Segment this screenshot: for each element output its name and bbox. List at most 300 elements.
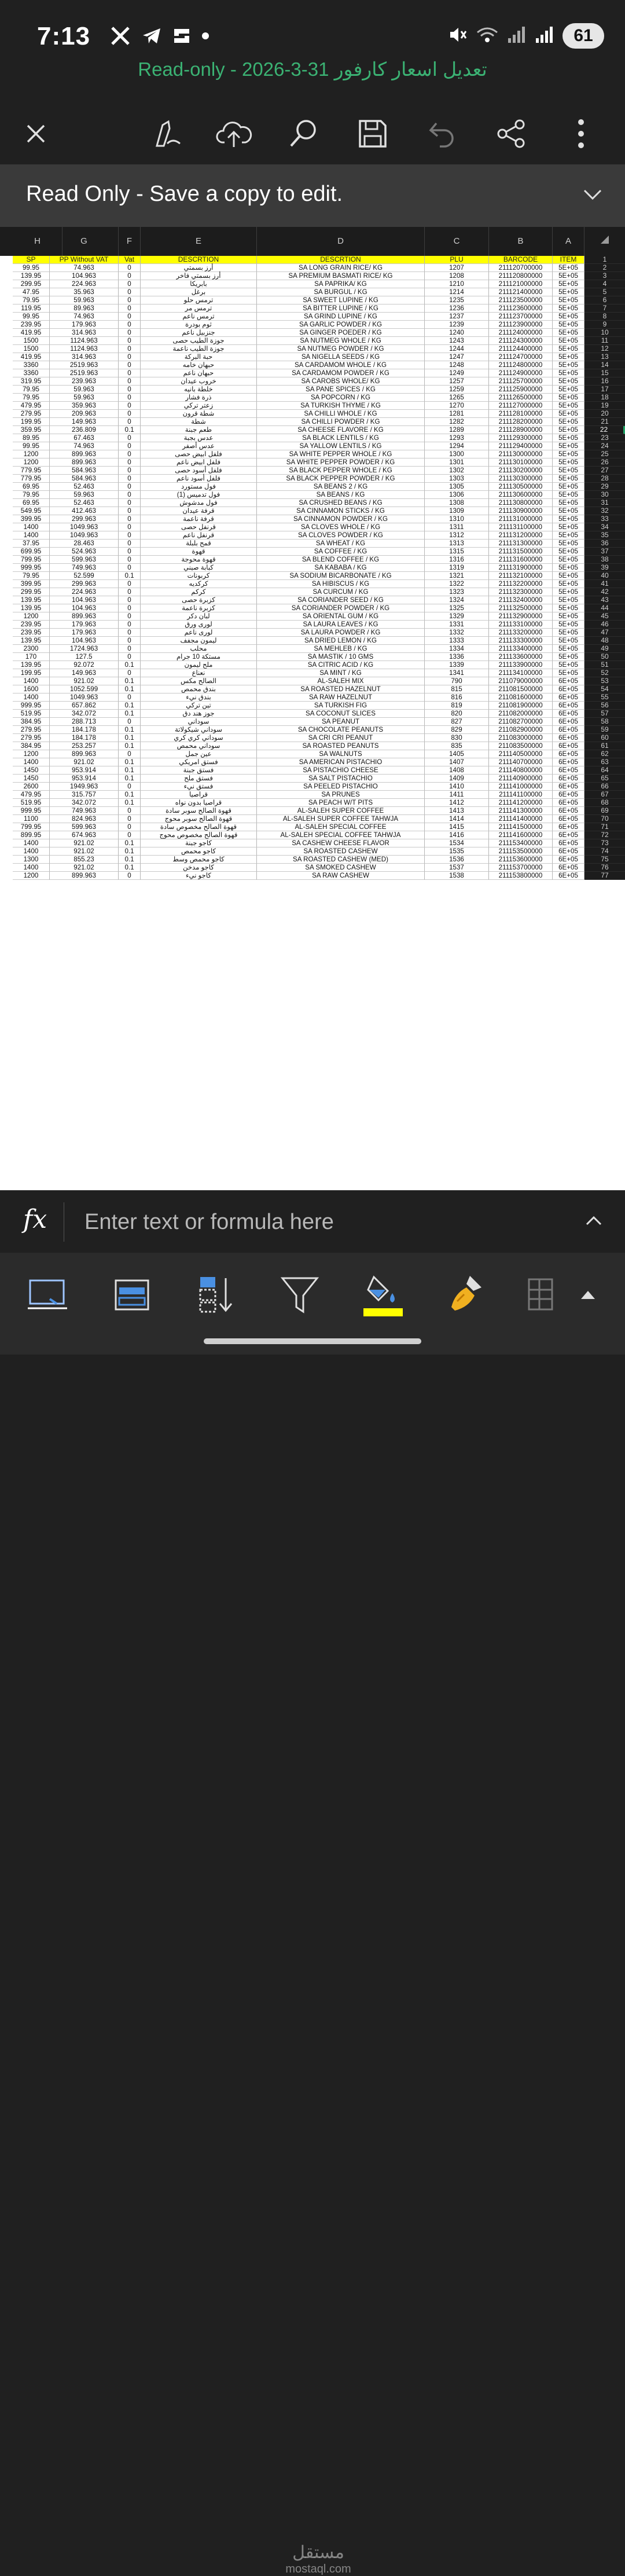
cell-description-ar[interactable]: جوزة الطيب حصى xyxy=(141,337,257,345)
cell-plu[interactable]: 1412 xyxy=(425,799,489,807)
select-all-corner[interactable] xyxy=(584,227,625,256)
cell-sp[interactable]: 99.95 xyxy=(13,313,50,321)
cell-item[interactable]: 6E+05 xyxy=(553,864,584,872)
cell-vat[interactable]: 0 xyxy=(119,750,141,758)
table-row[interactable] xyxy=(0,580,625,588)
cell-plu[interactable]: 1240 xyxy=(425,329,489,337)
row-number[interactable]: 14 xyxy=(584,361,625,369)
cell-sp[interactable]: 3360 xyxy=(13,361,50,369)
cell-vat[interactable]: 0 xyxy=(119,548,141,556)
cell-item[interactable]: 6E+05 xyxy=(553,831,584,839)
cell-sp[interactable]: 1200 xyxy=(13,612,50,621)
row-number[interactable]: 9 xyxy=(584,321,625,329)
cell-pp-without-vat[interactable]: 584.963 xyxy=(50,467,119,475)
cell-description-en[interactable]: SA BLACK PEPPER POWDER / KG xyxy=(257,475,425,483)
cell-plu[interactable]: 1537 xyxy=(425,864,489,872)
cell-vat[interactable]: 0 xyxy=(119,531,141,540)
table-row[interactable] xyxy=(0,604,625,612)
cell-plu[interactable]: 816 xyxy=(425,693,489,702)
row-number[interactable]: 7 xyxy=(584,304,625,313)
cell-item[interactable]: 5E+05 xyxy=(553,361,584,369)
cell-description-ar[interactable]: بندق نيء xyxy=(141,693,257,702)
cell-description-en[interactable]: SA CARDAMOM POWDER / KG xyxy=(257,369,425,377)
cell-sp[interactable]: 399.95 xyxy=(13,580,50,588)
cell-vat[interactable]: 0.1 xyxy=(119,847,141,856)
cell-item[interactable]: 5E+05 xyxy=(553,410,584,418)
cell-vat[interactable]: 0 xyxy=(119,418,141,426)
table-row[interactable] xyxy=(0,499,625,507)
header-plu[interactable]: PLU xyxy=(425,256,489,264)
cell-vat[interactable]: 0 xyxy=(119,313,141,321)
cell-pp-without-vat[interactable]: 921.02 xyxy=(50,677,119,685)
cell-description-ar[interactable]: تين تركي xyxy=(141,702,257,710)
row-number[interactable]: 58 xyxy=(584,718,625,726)
cell-vat[interactable]: 0 xyxy=(119,580,141,588)
cell-barcode[interactable]: 211141000000 xyxy=(489,783,553,791)
cell-plu[interactable]: 1405 xyxy=(425,750,489,758)
cell-vat[interactable]: 0 xyxy=(119,653,141,661)
table-row[interactable] xyxy=(0,856,625,864)
read-only-banner[interactable] xyxy=(0,164,625,227)
cell-pp-without-vat[interactable]: 899.963 xyxy=(50,872,119,880)
cell-plu[interactable]: 1409 xyxy=(425,775,489,783)
cell-pp-without-vat[interactable]: 89.963 xyxy=(50,304,119,313)
cell-vat[interactable]: 0 xyxy=(119,523,141,531)
cell-item[interactable]: 5E+05 xyxy=(553,329,584,337)
gesture-bar[interactable] xyxy=(204,1338,421,1344)
cell-sp[interactable]: 799.95 xyxy=(13,556,50,564)
table-row[interactable] xyxy=(0,702,625,710)
cell-description-en[interactable]: SA CLOVES POWDER / KG xyxy=(257,531,425,540)
cell-plu[interactable]: 1332 xyxy=(425,629,489,637)
cell-vat[interactable]: 0 xyxy=(119,280,141,288)
cell-item[interactable]: 6E+05 xyxy=(553,677,584,685)
column-header-d[interactable]: D xyxy=(257,227,425,256)
cell-sp[interactable]: 799.95 xyxy=(13,823,50,831)
cell-plu[interactable]: 1214 xyxy=(425,288,489,296)
cell-pp-without-vat[interactable]: 149.963 xyxy=(50,418,119,426)
cell-description-en[interactable]: SA YALLOW LENTILS / KG xyxy=(257,442,425,450)
cell-plu[interactable]: 1324 xyxy=(425,596,489,604)
cell-item[interactable]: 6E+05 xyxy=(553,807,584,815)
cell-vat[interactable]: 0 xyxy=(119,467,141,475)
table-row[interactable] xyxy=(0,669,625,677)
table-row[interactable] xyxy=(0,629,625,637)
row-number[interactable]: 4 xyxy=(584,280,625,288)
cell-vat[interactable]: 0 xyxy=(119,394,141,402)
cell-description-en[interactable]: SA MASTIK / 10 GMS xyxy=(257,653,425,661)
cell-description-en[interactable]: SA CAROBS WHOLE/ KG xyxy=(257,377,425,386)
row-number[interactable]: 12 xyxy=(584,345,625,353)
cell-vat[interactable]: 0 xyxy=(119,612,141,621)
cell-plu[interactable]: 830 xyxy=(425,734,489,742)
row-number[interactable]: 15 xyxy=(584,369,625,377)
cell-description-ar[interactable]: سوداني xyxy=(141,718,257,726)
column-header-b[interactable]: B xyxy=(489,227,553,256)
row-number[interactable]: 23 xyxy=(584,434,625,442)
cell-item[interactable]: 5E+05 xyxy=(553,580,584,588)
cell-sp[interactable]: 384.95 xyxy=(13,718,50,726)
cell-sp[interactable]: 239.95 xyxy=(13,321,50,329)
cell-vat[interactable]: 0 xyxy=(119,450,141,458)
cell-pp-without-vat[interactable]: 1049.963 xyxy=(50,531,119,540)
cell-description-ar[interactable]: ترمس ناعم xyxy=(141,313,257,321)
cell-item[interactable]: 5E+05 xyxy=(553,426,584,434)
formula-input[interactable] xyxy=(84,1203,559,1241)
row-number[interactable]: 74 xyxy=(584,847,625,856)
cell-pp-without-vat[interactable]: 1724.963 xyxy=(50,645,119,653)
cell-description-ar[interactable]: كاجو محمص xyxy=(141,847,257,856)
cell-description-en[interactable]: SA ROASTED HAZELNUT xyxy=(257,685,425,693)
cell-barcode[interactable]: 211123900000 xyxy=(489,321,553,329)
clear-format-icon[interactable] xyxy=(444,1271,491,1318)
cell-plu[interactable]: 1536 xyxy=(425,856,489,864)
cell-plu[interactable]: 1235 xyxy=(425,296,489,304)
cell-item[interactable]: 5E+05 xyxy=(553,483,584,491)
table-row[interactable] xyxy=(0,434,625,442)
cell-item[interactable]: 5E+05 xyxy=(553,661,584,669)
row-number[interactable]: 77 xyxy=(584,872,625,880)
row-number[interactable]: 27 xyxy=(584,467,625,475)
cell-item[interactable]: 5E+05 xyxy=(553,394,584,402)
cell-description-en[interactable]: SA CITRIC ACID / KG xyxy=(257,661,425,669)
table-row[interactable] xyxy=(0,572,625,580)
table-row[interactable] xyxy=(0,588,625,596)
row-number[interactable]: 11 xyxy=(584,337,625,345)
cell-barcode[interactable]: 211153600000 xyxy=(489,856,553,864)
cell-description-en[interactable]: SA GRIND LUPINE / KG xyxy=(257,313,425,321)
cell-plu[interactable]: 1334 xyxy=(425,645,489,653)
cell-description-en[interactable]: SA CARDAMOM WHOLE / KG xyxy=(257,361,425,369)
cell-description-ar[interactable]: عدس بجبة xyxy=(141,434,257,442)
cell-sp[interactable]: 1400 xyxy=(13,693,50,702)
cell-sp[interactable]: 99.95 xyxy=(13,264,50,272)
cell-sp[interactable]: 1500 xyxy=(13,337,50,345)
cell-vat[interactable]: 0.1 xyxy=(119,572,141,580)
row-number[interactable]: 76 xyxy=(584,864,625,872)
cell-description-en[interactable]: SA MINT / KG xyxy=(257,669,425,677)
cell-plu[interactable]: 815 xyxy=(425,685,489,693)
cell-description-en[interactable]: SA COCONUT SLICES xyxy=(257,710,425,718)
cell-description-en[interactable]: SA TURKISH THYME / KG xyxy=(257,402,425,410)
cell-item[interactable]: 5E+05 xyxy=(553,621,584,629)
cell-description-ar[interactable]: كزبرة ناعمة xyxy=(141,604,257,612)
cell-pp-without-vat[interactable]: 184.178 xyxy=(50,726,119,734)
cell-item[interactable]: 5E+05 xyxy=(553,467,584,475)
pen-icon[interactable] xyxy=(146,113,188,155)
cell-barcode[interactable]: 211133900000 xyxy=(489,661,553,669)
table-row[interactable] xyxy=(0,807,625,815)
cell-pp-without-vat[interactable]: 239.963 xyxy=(50,377,119,386)
cell-pp-without-vat[interactable]: 1124.963 xyxy=(50,345,119,353)
cell-pp-without-vat[interactable]: 674.963 xyxy=(50,831,119,839)
cell-pp-without-vat[interactable]: 921.02 xyxy=(50,847,119,856)
cell-description-ar[interactable]: كاجو مدخن xyxy=(141,864,257,872)
cell-vat[interactable]: 0.1 xyxy=(119,791,141,799)
cell-vat[interactable]: 0.1 xyxy=(119,426,141,434)
row-number[interactable]: 24 xyxy=(584,442,625,450)
table-row[interactable] xyxy=(0,775,625,783)
cell-barcode[interactable]: 211131200000 xyxy=(489,531,553,540)
cell-plu[interactable]: 1413 xyxy=(425,807,489,815)
row-number[interactable]: 30 xyxy=(584,491,625,499)
table-row[interactable] xyxy=(0,467,625,475)
cell-description-en[interactable]: SA CHOCOLATE PEANUTS xyxy=(257,726,425,734)
cell-pp-without-vat[interactable]: 52.463 xyxy=(50,499,119,507)
cell-sp[interactable]: 69.95 xyxy=(13,499,50,507)
cell-sp[interactable]: 119.95 xyxy=(13,304,50,313)
cell-sp[interactable]: 1400 xyxy=(13,864,50,872)
cell-barcode[interactable]: 211130800000 xyxy=(489,499,553,507)
cell-barcode[interactable]: 211130000000 xyxy=(489,450,553,458)
cell-barcode[interactable]: 211083000000 xyxy=(489,734,553,742)
cell-description-ar[interactable]: كبابة صيني xyxy=(141,564,257,572)
cell-barcode[interactable]: 211123600000 xyxy=(489,304,553,313)
cell-description-ar[interactable]: فستق جبنة xyxy=(141,766,257,775)
cell-vat[interactable]: 0 xyxy=(119,596,141,604)
cell-pp-without-vat[interactable]: 104.963 xyxy=(50,604,119,612)
cell-description-ar[interactable]: فستق ملح xyxy=(141,775,257,783)
cell-sp[interactable]: 299.95 xyxy=(13,280,50,288)
table-row[interactable] xyxy=(0,864,625,872)
cell-pp-without-vat[interactable]: 921.02 xyxy=(50,758,119,766)
cell-description-en[interactable]: SA TURKISH FIG xyxy=(257,702,425,710)
cell-plu[interactable]: 829 xyxy=(425,726,489,734)
row-number[interactable]: 61 xyxy=(584,742,625,750)
table-row[interactable] xyxy=(0,710,625,718)
cell-plu[interactable]: 1210 xyxy=(425,280,489,288)
cell-description-ar[interactable]: ليمون مجفف xyxy=(141,637,257,645)
cell-sp[interactable]: 779.95 xyxy=(13,467,50,475)
cell-vat[interactable]: 0.1 xyxy=(119,799,141,807)
cell-plu[interactable]: 790 xyxy=(425,677,489,685)
search-icon[interactable] xyxy=(282,113,324,155)
row-number[interactable]: 40 xyxy=(584,572,625,580)
row-number[interactable]: 65 xyxy=(584,775,625,783)
cell-barcode[interactable]: 211083500000 xyxy=(489,742,553,750)
cell-description-en[interactable]: SA LAURA POWDER / KG xyxy=(257,629,425,637)
cell-barcode[interactable]: 211130300000 xyxy=(489,475,553,483)
cell-description-ar[interactable]: ترمس مر xyxy=(141,304,257,313)
cell-vat[interactable]: 0 xyxy=(119,483,141,491)
cell-vat[interactable]: 0.1 xyxy=(119,734,141,742)
cell-description-en[interactable]: SA CURCUM / KG xyxy=(257,588,425,596)
cell-description-ar[interactable]: كركديه xyxy=(141,580,257,588)
cell-item[interactable]: 5E+05 xyxy=(553,450,584,458)
cell-pp-without-vat[interactable]: 824.963 xyxy=(50,815,119,823)
cell-barcode[interactable]: 211141100000 xyxy=(489,791,553,799)
cell-item[interactable]: 6E+05 xyxy=(553,718,584,726)
cell-item[interactable]: 6E+05 xyxy=(553,815,584,823)
cell-plu[interactable]: 1243 xyxy=(425,337,489,345)
row-number[interactable]: 51 xyxy=(584,661,625,669)
cell-sp[interactable]: 999.95 xyxy=(13,564,50,572)
row-number[interactable]: 6 xyxy=(584,296,625,304)
cell-description-ar[interactable]: مستكة 10 جرام xyxy=(141,653,257,661)
row-number[interactable]: 46 xyxy=(584,621,625,629)
cell-vat[interactable]: 0.1 xyxy=(119,661,141,669)
cell-description-ar[interactable]: فلفل أسود حصى xyxy=(141,467,257,475)
cell-item[interactable]: 5E+05 xyxy=(553,499,584,507)
cell-sp[interactable]: 479.95 xyxy=(13,402,50,410)
cell-barcode[interactable]: 211140700000 xyxy=(489,758,553,766)
cell-vat[interactable]: 0 xyxy=(119,377,141,386)
table-row[interactable] xyxy=(0,313,625,321)
cell-barcode[interactable]: 211141500000 xyxy=(489,823,553,831)
cell-vat[interactable]: 0 xyxy=(119,540,141,548)
cell-description-en[interactable]: AL-SALEH SPECIAL COFFEE TAHWJA xyxy=(257,831,425,839)
cell-item[interactable]: 5E+05 xyxy=(553,475,584,483)
cell-plu[interactable]: 1535 xyxy=(425,847,489,856)
cell-barcode[interactable]: 211153400000 xyxy=(489,839,553,847)
cell-barcode[interactable]: 211132400000 xyxy=(489,596,553,604)
cell-item[interactable]: 5E+05 xyxy=(553,515,584,523)
row-number[interactable]: 69 xyxy=(584,807,625,815)
cell-description-en[interactable]: SA PREMIUM BASMATI RICE/ KG xyxy=(257,272,425,280)
cell-barcode[interactable]: 211140800000 xyxy=(489,766,553,775)
cell-item[interactable]: 6E+05 xyxy=(553,734,584,742)
cell-barcode[interactable]: 211123700000 xyxy=(489,313,553,321)
cell-description-ar[interactable]: جنزبيل ناعم xyxy=(141,329,257,337)
cell-barcode[interactable]: 211123500000 xyxy=(489,296,553,304)
cell-description-en[interactable]: SA CRUSHED BEANS / KG xyxy=(257,499,425,507)
spreadsheet-grid[interactable] xyxy=(0,227,625,1190)
cell-sp[interactable]: 1450 xyxy=(13,775,50,783)
cell-description-ar[interactable]: عين جمل xyxy=(141,750,257,758)
cell-description-en[interactable]: SA PEANUT xyxy=(257,718,425,726)
column-header-h[interactable]: H xyxy=(13,227,62,256)
collapse-icon[interactable] xyxy=(571,1271,605,1318)
chevron-up-icon[interactable] xyxy=(586,1215,602,1230)
cell-plu[interactable]: 1236 xyxy=(425,304,489,313)
cell-sp[interactable]: 1400 xyxy=(13,758,50,766)
cell-barcode[interactable]: 211124400000 xyxy=(489,345,553,353)
cell-plu[interactable]: 1321 xyxy=(425,572,489,580)
cell-description-en[interactable]: SA KABABA / KG xyxy=(257,564,425,572)
cell-description-ar[interactable]: بابريكا xyxy=(141,280,257,288)
cell-barcode[interactable]: 211132300000 xyxy=(489,588,553,596)
cell-description-ar[interactable]: فلفل ابيض حصى xyxy=(141,450,257,458)
cell-vat[interactable]: 0 xyxy=(119,410,141,418)
cell-plu[interactable]: 1305 xyxy=(425,483,489,491)
row-number[interactable]: 42 xyxy=(584,588,625,596)
cell-barcode[interactable]: 211128100000 xyxy=(489,410,553,418)
cell-sp[interactable]: 519.95 xyxy=(13,710,50,718)
row-number[interactable]: 37 xyxy=(584,548,625,556)
cell-item[interactable]: 5E+05 xyxy=(553,369,584,377)
cell-description-ar[interactable]: كاجو محمص وسط xyxy=(141,856,257,864)
cell-barcode[interactable]: 211125900000 xyxy=(489,386,553,394)
cell-description-en[interactable]: SA NUTMEG WHOLE / KG xyxy=(257,337,425,345)
cell-vat[interactable]: 0 xyxy=(119,361,141,369)
table-row[interactable] xyxy=(0,296,625,304)
row-number[interactable]: 43 xyxy=(584,596,625,604)
table-row[interactable] xyxy=(0,450,625,458)
cell-sp[interactable]: 239.95 xyxy=(13,621,50,629)
cell-sp[interactable]: 279.95 xyxy=(13,410,50,418)
cell-barcode[interactable]: 211120700000 xyxy=(489,264,553,272)
cell-plu[interactable]: 1303 xyxy=(425,475,489,483)
cell-sp[interactable]: 419.95 xyxy=(13,353,50,361)
cell-item[interactable]: 5E+05 xyxy=(553,418,584,426)
cell-vat[interactable]: 0 xyxy=(119,337,141,345)
cell-pp-without-vat[interactable]: 749.963 xyxy=(50,807,119,815)
table-row[interactable] xyxy=(0,548,625,556)
cell-vat[interactable]: 0 xyxy=(119,304,141,313)
cell-plu[interactable]: 1408 xyxy=(425,766,489,775)
cell-sp[interactable]: 479.95 xyxy=(13,791,50,799)
row-number[interactable]: 44 xyxy=(584,604,625,612)
cell-plu[interactable]: 1294 xyxy=(425,442,489,450)
cell-plu[interactable]: 1270 xyxy=(425,402,489,410)
row-number[interactable]: 3 xyxy=(584,272,625,280)
cell-pp-without-vat[interactable]: 74.963 xyxy=(50,442,119,450)
cell-description-en[interactable]: SA GINGER POEDER / KG xyxy=(257,329,425,337)
cell-vat[interactable]: 0 xyxy=(119,815,141,823)
cell-pp-without-vat[interactable]: 1049.963 xyxy=(50,693,119,702)
cell-item[interactable]: 5E+05 xyxy=(553,353,584,361)
cell-description-ar[interactable]: قهوة الصالح مخصوص محوج xyxy=(141,831,257,839)
row-number[interactable]: 75 xyxy=(584,856,625,864)
cell-pp-without-vat[interactable]: 584.963 xyxy=(50,475,119,483)
cell-barcode[interactable]: 211124900000 xyxy=(489,369,553,377)
cell-sp[interactable]: 1200 xyxy=(13,750,50,758)
cell-description-en[interactable]: SA CASHEW CHEESE FLAVOR xyxy=(257,839,425,847)
cell-description-ar[interactable]: فول مستورد xyxy=(141,483,257,491)
cell-barcode[interactable]: 211132200000 xyxy=(489,580,553,588)
cell-sp[interactable]: 170 xyxy=(13,653,50,661)
cell-sp[interactable]: 1200 xyxy=(13,872,50,880)
cell-description-ar[interactable]: عدس أصفر xyxy=(141,442,257,450)
cell-pp-without-vat[interactable]: 59.963 xyxy=(50,296,119,304)
cell-item[interactable]: 5E+05 xyxy=(553,296,584,304)
cell-pp-without-vat[interactable]: 149.963 xyxy=(50,669,119,677)
cell-sp[interactable]: 779.95 xyxy=(13,475,50,483)
undo-icon[interactable] xyxy=(421,113,463,155)
cell-item[interactable]: 6E+05 xyxy=(553,791,584,799)
cell-item[interactable]: 5E+05 xyxy=(553,523,584,531)
cell-item[interactable]: 6E+05 xyxy=(553,726,584,734)
cell-plu[interactable]: 1281 xyxy=(425,410,489,418)
cell-pp-without-vat[interactable]: 342.072 xyxy=(50,710,119,718)
cell-vat[interactable]: 0 xyxy=(119,515,141,523)
cell-description-ar[interactable]: قراصيا xyxy=(141,791,257,799)
table-row[interactable] xyxy=(0,402,625,410)
cell-pp-without-vat[interactable]: 59.963 xyxy=(50,386,119,394)
cell-plu[interactable]: 1306 xyxy=(425,491,489,499)
cell-vat[interactable]: 0 xyxy=(119,872,141,880)
cell-plu[interactable]: 1329 xyxy=(425,612,489,621)
cell-description-ar[interactable]: بندق محمص xyxy=(141,685,257,693)
row-number[interactable]: 39 xyxy=(584,564,625,572)
cell-barcode[interactable]: 211130600000 xyxy=(489,491,553,499)
cell-description-ar[interactable]: زعتر تركي xyxy=(141,402,257,410)
cell-item[interactable]: 5E+05 xyxy=(553,321,584,329)
cell-description-ar[interactable]: كزبرة حصى xyxy=(141,596,257,604)
row-number[interactable]: 56 xyxy=(584,702,625,710)
cell-item[interactable]: 6E+05 xyxy=(553,766,584,775)
cell-description-en[interactable]: SA RAW CASHEW xyxy=(257,872,425,880)
table-row[interactable] xyxy=(0,458,625,467)
cell-item[interactable]: 6E+05 xyxy=(553,799,584,807)
cell-item[interactable]: 6E+05 xyxy=(553,742,584,750)
table-row[interactable] xyxy=(0,653,625,661)
row-number[interactable]: 64 xyxy=(584,766,625,775)
table-row[interactable] xyxy=(0,264,625,272)
cell-sp[interactable]: 319.95 xyxy=(13,377,50,386)
header-vat[interactable]: Vat xyxy=(119,256,141,264)
row-number[interactable]: 73 xyxy=(584,839,625,847)
